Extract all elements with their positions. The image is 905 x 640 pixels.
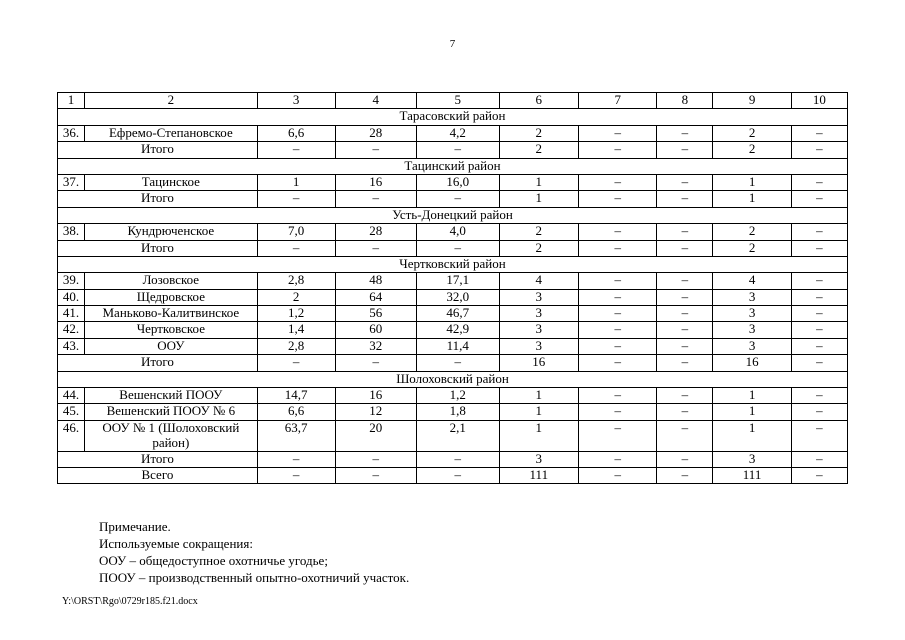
table-cell: 1,2 (257, 306, 335, 322)
table-cell: 2 (713, 125, 792, 141)
row-number: 43. (58, 338, 85, 354)
table-cell: – (257, 451, 335, 467)
table-cell: 46,7 (416, 306, 499, 322)
row-number: 42. (58, 322, 85, 338)
table-cell: 3 (499, 289, 579, 305)
column-number: 10 (791, 93, 847, 109)
table-cell: 3 (713, 451, 792, 467)
column-number: 8 (657, 93, 713, 109)
column-number: 7 (579, 93, 657, 109)
table-cell: 12 (335, 404, 416, 420)
table-cell: 1 (499, 404, 579, 420)
table-cell: – (657, 191, 713, 207)
table-cell: 6,6 (257, 404, 335, 420)
table-cell: 63,7 (257, 420, 335, 451)
ground-name: ООУ (84, 338, 257, 354)
ground-name: Лозовское (84, 273, 257, 289)
table-cell: – (579, 289, 657, 305)
table-cell: – (579, 451, 657, 467)
hunting-grounds-table (57, 92, 848, 484)
ground-name: Кундрюченское (84, 224, 257, 240)
table-row (58, 224, 848, 240)
table-cell: 16 (499, 355, 579, 371)
note-line: Используемые сокращения: (99, 536, 253, 551)
table-cell: 2 (499, 142, 579, 158)
total-label: Всего (58, 468, 258, 484)
total-label: Итого (58, 240, 258, 256)
table-cell: – (579, 273, 657, 289)
table-cell: 3 (713, 289, 792, 305)
table-cell: 3 (499, 338, 579, 354)
column-number-row (58, 93, 848, 109)
table-cell: – (335, 355, 416, 371)
table-cell: 2,8 (257, 338, 335, 354)
table-cell: – (335, 451, 416, 467)
row-number: 37. (58, 174, 85, 190)
ground-name: Щедровское (84, 289, 257, 305)
ground-name: Чертковское (84, 322, 257, 338)
table-cell: 2 (499, 125, 579, 141)
table-cell: – (657, 322, 713, 338)
total-row (58, 451, 848, 467)
table-cell: – (791, 404, 847, 420)
ground-name: ООУ № 1 (Шолоховский район) (84, 420, 257, 451)
table-cell: 16 (335, 174, 416, 190)
table-cell: – (579, 125, 657, 141)
table-cell: – (657, 289, 713, 305)
table-cell: 2 (713, 142, 792, 158)
page-number: 7 (449, 38, 456, 50)
district-name: Усть-Донецкий район (58, 207, 848, 223)
table-cell: – (416, 142, 499, 158)
table-cell: – (257, 142, 335, 158)
table-cell: – (791, 125, 847, 141)
table-row (58, 420, 848, 451)
table-cell: – (791, 240, 847, 256)
total-row (58, 142, 848, 158)
table-cell: – (657, 142, 713, 158)
table-cell: – (657, 468, 713, 484)
table-cell: – (657, 240, 713, 256)
table-cell: – (657, 306, 713, 322)
table-cell: – (791, 420, 847, 451)
file-path: Y:\ORST\Rgo\0729r185.f21.docx (62, 596, 198, 607)
table-cell: – (579, 240, 657, 256)
table-cell: – (791, 306, 847, 322)
column-number: 3 (257, 93, 335, 109)
table-cell: – (335, 468, 416, 484)
table-cell: 16,0 (416, 174, 499, 190)
table-cell: – (791, 224, 847, 240)
table-row (58, 322, 848, 338)
ground-name: Ефремо-Степановское (84, 125, 257, 141)
table-cell: 4 (499, 273, 579, 289)
table-cell: – (257, 355, 335, 371)
total-label: Итого (58, 355, 258, 371)
table-cell: – (579, 224, 657, 240)
table-cell: 2 (257, 289, 335, 305)
table-cell: – (335, 240, 416, 256)
table-row (58, 289, 848, 305)
table-cell: – (579, 355, 657, 371)
table-cell: – (657, 355, 713, 371)
table-cell: – (579, 468, 657, 484)
table-cell: 2,8 (257, 273, 335, 289)
table-row (58, 338, 848, 354)
table-cell: – (579, 388, 657, 404)
table-cell: 7,0 (257, 224, 335, 240)
table-cell: – (335, 142, 416, 158)
table-cell: 28 (335, 224, 416, 240)
table-cell: 2 (713, 240, 792, 256)
table-cell: – (657, 125, 713, 141)
table-cell: – (416, 240, 499, 256)
table-cell: – (791, 142, 847, 158)
table-cell: – (657, 404, 713, 420)
table-cell: 1 (257, 174, 335, 190)
total-row (58, 191, 848, 207)
table-cell: 4,2 (416, 125, 499, 141)
ground-name: Вешенский ПООУ (84, 388, 257, 404)
total-label: Итого (58, 191, 258, 207)
district-name: Чертковский район (58, 256, 848, 272)
table-cell: – (416, 191, 499, 207)
row-number: 36. (58, 125, 85, 141)
table-cell: 14,7 (257, 388, 335, 404)
table-cell: 6,6 (257, 125, 335, 141)
table-cell: – (579, 142, 657, 158)
table-cell: 111 (499, 468, 579, 484)
table-cell: – (657, 273, 713, 289)
table-cell: 48 (335, 273, 416, 289)
district-header-row (58, 256, 848, 272)
table-cell: 1,8 (416, 404, 499, 420)
table-cell: 60 (335, 322, 416, 338)
note-line: ПООУ – производственный опытно-охотничий участок. (99, 570, 410, 585)
table-cell: 1 (499, 174, 579, 190)
table-cell: 42,9 (416, 322, 499, 338)
column-number: 6 (499, 93, 579, 109)
table-cell: – (579, 306, 657, 322)
table-cell: – (657, 388, 713, 404)
table-cell: 2,1 (416, 420, 499, 451)
table-cell: – (791, 273, 847, 289)
table-cell: 56 (335, 306, 416, 322)
ground-name: Маньково-Калитвинское (84, 306, 257, 322)
table-cell: 2 (499, 240, 579, 256)
table-cell: 1 (713, 420, 792, 451)
total-label: Итого (58, 142, 258, 158)
table-cell: 2 (713, 224, 792, 240)
table-cell: – (657, 174, 713, 190)
table-cell: 3 (499, 306, 579, 322)
table-cell: – (657, 451, 713, 467)
table-cell: 1 (499, 191, 579, 207)
table-cell: 1 (713, 404, 792, 420)
table-cell: – (416, 468, 499, 484)
table-cell: 20 (335, 420, 416, 451)
table-cell: 3 (713, 306, 792, 322)
note-line: ООУ – общедоступное охотничье угодье; (99, 553, 328, 568)
table-row (58, 388, 848, 404)
district-name: Шолоховский район (58, 371, 848, 387)
table-cell: 1 (713, 191, 792, 207)
table-cell: 32,0 (416, 289, 499, 305)
table-cell: 1 (713, 388, 792, 404)
table-cell: 1,4 (257, 322, 335, 338)
table-cell: – (416, 451, 499, 467)
table-cell: – (791, 388, 847, 404)
row-number: 39. (58, 273, 85, 289)
table-row (58, 404, 848, 420)
total-row (58, 468, 848, 484)
district-name: Тарасовский район (58, 109, 848, 125)
table-row (58, 125, 848, 141)
note-heading: Примечание. (99, 519, 171, 534)
table-row (58, 273, 848, 289)
table-cell: 16 (335, 388, 416, 404)
table-cell: 16 (713, 355, 792, 371)
table-cell: – (791, 174, 847, 190)
table-cell: – (791, 451, 847, 467)
column-number: 5 (416, 93, 499, 109)
table-cell: – (257, 468, 335, 484)
row-number: 46. (58, 420, 85, 451)
table-cell: – (791, 355, 847, 371)
table-cell: – (791, 191, 847, 207)
table-cell: – (579, 338, 657, 354)
table-cell: – (579, 404, 657, 420)
table-cell: 1,2 (416, 388, 499, 404)
table-cell: – (579, 174, 657, 190)
notes-block (99, 518, 409, 586)
table-row (58, 174, 848, 190)
table-body (58, 93, 848, 484)
table-cell: – (257, 240, 335, 256)
table-cell: – (335, 191, 416, 207)
table-cell: 4,0 (416, 224, 499, 240)
table-cell: 28 (335, 125, 416, 141)
table-cell: – (416, 355, 499, 371)
table-cell: – (257, 191, 335, 207)
table-cell: 111 (713, 468, 792, 484)
table-cell: 2 (499, 224, 579, 240)
table-cell: – (791, 289, 847, 305)
table-cell: – (791, 468, 847, 484)
table-cell: – (579, 191, 657, 207)
total-row (58, 355, 848, 371)
table-cell: 3 (499, 322, 579, 338)
district-name: Тацинский район (58, 158, 848, 174)
table-cell: 1 (499, 420, 579, 451)
table-cell: – (579, 322, 657, 338)
table-cell: – (657, 338, 713, 354)
column-number: 4 (335, 93, 416, 109)
column-number: 9 (713, 93, 792, 109)
ground-name: Тацинское (84, 174, 257, 190)
table-cell: 32 (335, 338, 416, 354)
table-cell: – (657, 224, 713, 240)
table-cell: 17,1 (416, 273, 499, 289)
table-row (58, 306, 848, 322)
district-header-row (58, 207, 848, 223)
table-cell: 3 (499, 451, 579, 467)
district-header-row (58, 158, 848, 174)
table-cell: 3 (713, 338, 792, 354)
ground-name: Вешенский ПООУ № 6 (84, 404, 257, 420)
table-cell: – (791, 338, 847, 354)
table-cell: 1 (713, 174, 792, 190)
table-cell: 4 (713, 273, 792, 289)
table-cell: – (657, 420, 713, 451)
total-row (58, 240, 848, 256)
column-number: 1 (58, 93, 85, 109)
row-number: 38. (58, 224, 85, 240)
table-cell: 64 (335, 289, 416, 305)
table-cell: 11,4 (416, 338, 499, 354)
total-label: Итого (58, 451, 258, 467)
table-cell: 3 (713, 322, 792, 338)
district-header-row (58, 371, 848, 387)
table-cell: 1 (499, 388, 579, 404)
table-cell: – (579, 420, 657, 451)
table-cell: – (791, 322, 847, 338)
row-number: 41. (58, 306, 85, 322)
column-number: 2 (84, 93, 257, 109)
row-number: 45. (58, 404, 85, 420)
row-number: 40. (58, 289, 85, 305)
row-number: 44. (58, 388, 85, 404)
district-header-row (58, 109, 848, 125)
